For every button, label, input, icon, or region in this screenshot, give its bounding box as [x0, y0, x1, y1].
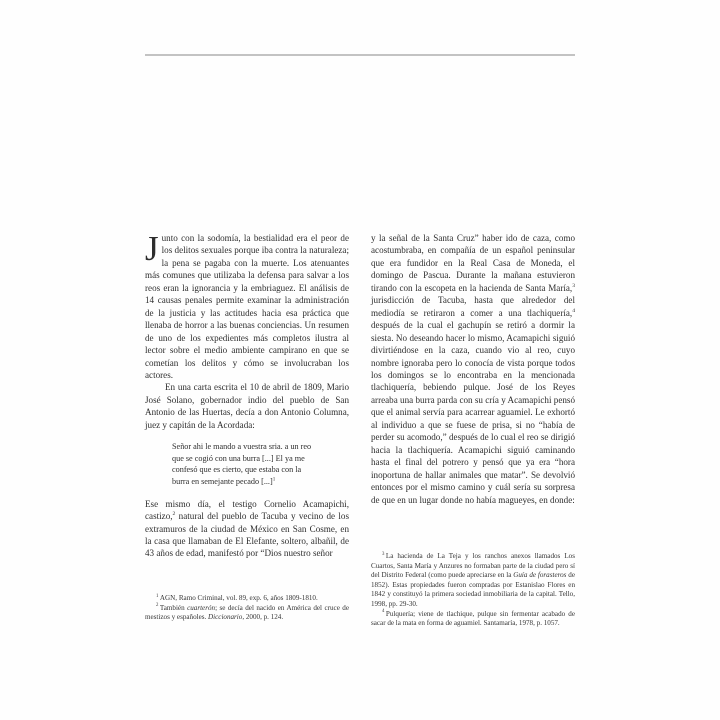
paragraph-testimony: [145, 498, 349, 560]
footnote-marker-2: 2: [172, 511, 176, 518]
footnote-text: ; se decía del nacido en América del cruce de mestizos y españoles.: [145, 603, 349, 622]
footnote-item: [371, 552, 575, 610]
footnote-item: [145, 594, 349, 604]
footnote-italic-term: cuarterón: [187, 603, 216, 612]
right-column: [371, 232, 575, 628]
block-quote: [145, 441, 349, 487]
footnote-number: 1: [156, 593, 159, 599]
header-rule: [145, 54, 575, 56]
left-column: [145, 229, 349, 622]
footnote-marker-3: 3: [572, 282, 575, 289]
footnote-marker-1: 1: [272, 476, 276, 483]
paragraph-letter-intro: En una carta escrita el 10 de abril de 1809, Mario José Solano, gobernador indio del pueblo de San Antonio de las Huertas, decía a don Antonio Columna, juez y capitán de la Acordada:: [145, 382, 349, 430]
footnote-italic-source: Diccionario: [208, 613, 243, 622]
footnote-item: [145, 604, 349, 623]
footnote-text: Pulquería; viene de tlachique, pulque sin fermentar acabado de sacar de la mata en forma de aguamiel. Santamaría, 1978, p. 1057.: [371, 609, 575, 628]
paragraph-testimony-part-1: Ese mismo día, el testigo Cornelio Acamapichi, castizo,: [145, 498, 349, 522]
footnote-number: 4: [382, 609, 385, 615]
footnote-item: [371, 610, 575, 629]
footnotes-right: [371, 552, 575, 629]
footnote-text: , 2000, p. 124.: [242, 613, 284, 622]
paragraph-narrative-part-3: después de la cual el gachupín se retiró a dormir la siesta. No deseando hacer lo mismo, Acamapichi siguió divirtiéndose en la caza, cuando vio al reo, cuyo nombre ignoraba pero lo conocía de vista porque todos los domingos se lo encontraba en la mencionada tlachiquería, bebiendo pulque. José de los Reyes arreaba una burra parda con su cría y Acamapichi pensó que el animal servía para acarrear aguamiel. Le exhortó al individuo a que se fuese de prisa, si no “había de perder su acomodo,” después de lo cual el reo se dirigió hacia la tlachiquería. Acamapichi siguió caminando hasta el final del potrero y pensó que ya era “hora inoportuna de hallar animales que matar”. Se devolvió entonces por el mismo camino y cuál sería su sorpresa de que en un lugar donde no había magueyes, en donde:: [371, 320, 575, 505]
paragraph-narrative-part-1: y la señal de la Santa Cruz” haber ido de caza, como acostumbraba, en compañía de un español peninsular que era fundidor en la Real Casa de Moneda, el domingo de Pascua. Durante la mañana estuvieron tirando con la escopeta en la hacienda de Santa María,: [371, 233, 575, 293]
paragraph-testimony-part-2: natural del pueblo de Tacuba y vecino de los extramuros de la ciudad de México en San Cosme, en la casa que llamaban de El Elefante, soltero, albañil, de 43 años de edad, manifestó por “Dios nuestro señor: [145, 511, 349, 559]
paragraph-narrative-part-2: jurisdicción de Tacuba, hasta que alrededor del mediodía se retiraron a comer a una tlachiquería,: [371, 295, 575, 318]
paragraph-opening: [145, 229, 349, 381]
footnote-text: de 1852). Estas propiedades fueron compradas por Estanislao Flores en 1842 y constituyó la primera sociedad inmobiliaria de la capital. Tello, 1998, pp. 29-30.: [371, 571, 575, 608]
footnote-text: AGN, Ramo Criminal, vol. 89, exp. 6, años 1809-1810.: [159, 594, 318, 602]
paragraph-narrative: [371, 232, 575, 506]
drop-cap: J: [145, 229, 159, 268]
footnotes-left: [145, 594, 349, 623]
footnote-italic-title: Guía de forasteros: [513, 571, 567, 580]
quote-line: confesó que es cierto, que estaba con la: [172, 465, 302, 475]
quote-line-text: burra en semejante pecado [...]: [172, 477, 273, 487]
two-column-body: [145, 229, 575, 652]
quote-line: Señor ahi le mando a vuestra sria. a un reo: [172, 442, 312, 452]
quote-line: [172, 476, 349, 488]
quote-line: que se cogió con una burra [...] El ya me: [172, 453, 305, 463]
footnote-text: También: [159, 603, 188, 612]
footnote-marker-4: 4: [572, 307, 575, 314]
footnote-number: 3: [382, 551, 385, 557]
footnote-number: 2: [156, 603, 159, 609]
paragraph-opening-text: unto con la sodomía, la bestialidad era el peor de los delitos sexuales porque iba contra la naturaleza; la pena se pagaba con la muerte. Los atenuantes más comunes que utilizaba la defensa para salvar a los reos eran la ignorancia y la embriaguez. El análisis de 14 causas penales permite examinar la administración de la justicia y las actitudes hacia esa práctica que llenaba de horror a las buenas conciencias. Un resumen de uno de los expedientes más completos ilustra al lector sobre el medio ambiente campirano en que se cometían los delitos y cómo se involucraban los actores.: [145, 233, 349, 380]
footnote-text: La hacienda de La Teja y los ranchos anexos llamados Los Cuartos, Santa María y Anzures no formaban parte de la ciudad pero sí del Distrito Federal (como puede apreciarse en la: [371, 552, 575, 580]
